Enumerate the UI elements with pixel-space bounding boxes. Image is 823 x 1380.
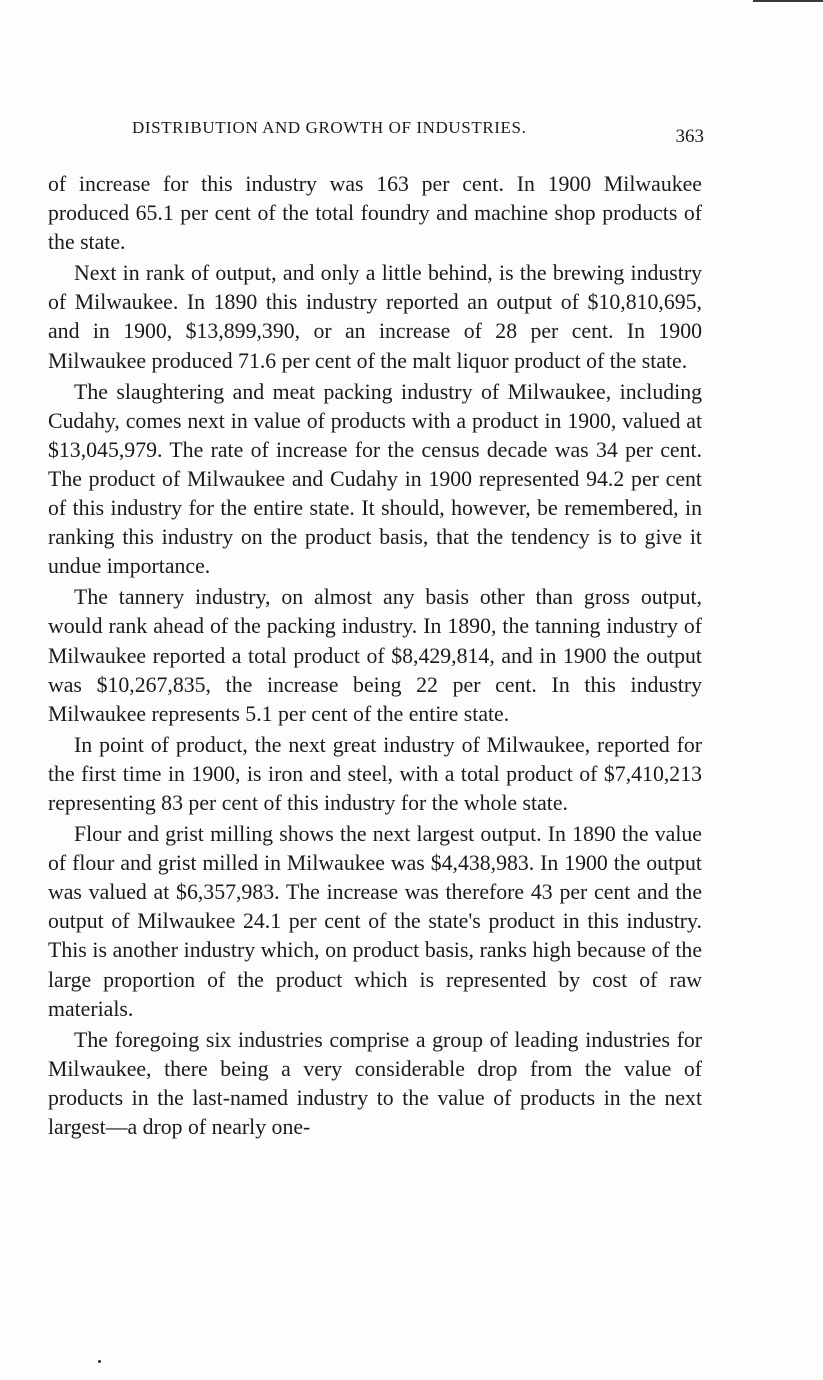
paragraph-flour-milling: Flour and grist milling shows the next largest output. In 1890 the value of flour and grist milled in Milwaukee was $4,438,983. In 1900 the output was valued at $6,357,983. The increase was therefore 43 per cent and the output of Milwaukee 24.1 per cent of the state's product in this industry. This is another industry which, on product basis, ranks high because of the large proportion of the product which is represented by cost of raw materials.: [48, 822, 702, 1021]
page-edge-rule: [753, 0, 823, 2]
paragraph-leading-group: The foregoing six industries comprise a group of leading industries for Milwaukee, there being a very considerable drop from the value of products in the last-named industry to the value of products in the next largest—a drop of nearly one-: [48, 1027, 702, 1139]
paragraph-meat-packing: The slaughtering and meat packing industry of Milwaukee, including Cudahy, comes next in value of products with a product in 1900, valued at $13,045,979. The rate of increase for the census decade was 34 per cent. The product of Milwaukee and Cudahy in 1900 represented 94.2 per cent of this industry for the entire state. It should, however, be remembered, in ranking this industry on the product basis, that the tendency is to give it undue importance.: [48, 379, 702, 579]
paragraph-iron-steel: In point of product, the next great industry of Milwaukee, reported for the first time in 1900, is iron and steel, with a total product of $7,410,213 representing 83 per cent of this industry for the whole state.: [48, 732, 702, 815]
paragraph-tannery: The tannery industry, on almost any basis other than gross output, would rank ahead of the packing industry. In 1890, the tanning industry of Milwaukee reported a total product of $8,429,814, and in 1900 the output was $10,267,835, the increase being 22 per cent. In this industry Milwaukee represents 5.1 per cent of the entire state.: [48, 585, 702, 726]
paragraph-foundry-continued: of increase for this industry was 163 per cent. In 1900 Milwaukee produced 65.1 per cent of the total foundry and machine shop products of the state.: [48, 172, 702, 255]
page-header: [50, 118, 710, 148]
ink-speck: [98, 1360, 101, 1363]
running-head: DISTRIBUTION AND GROWTH OF INDUSTRIES.: [132, 118, 527, 137]
body-text: [48, 170, 702, 1144]
paragraph-brewing: Next in rank of output, and only a little behind, is the brewing industry of Milwaukee. In 1890 this industry reported an output of $10,810,695, and in 1900, $13,899,390, or an increase of 28 per cent. In 1900 Milwaukee produced 71.6 per cent of the malt liquor product of the state.: [48, 261, 702, 373]
page-number: 363: [675, 126, 704, 147]
